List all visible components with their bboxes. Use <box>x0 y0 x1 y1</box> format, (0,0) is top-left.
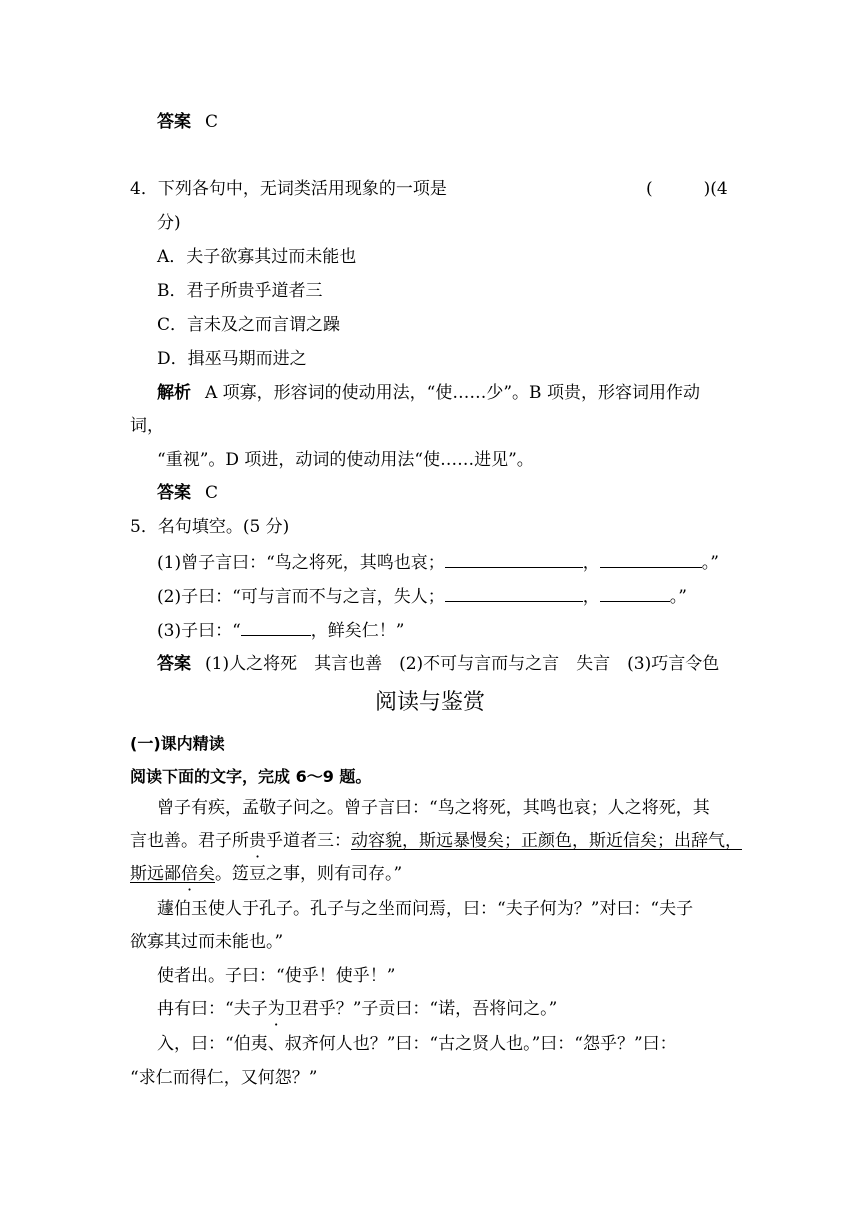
q5-item-1 <box>157 550 719 575</box>
q5-item-3 <box>157 618 404 643</box>
separator: ， <box>582 587 600 607</box>
q4-analysis-line3: “重视”。D 项进，动词的使动用法“使……进见”。 <box>157 450 534 470</box>
q4-answer-line <box>157 481 218 505</box>
separator: ， <box>582 553 600 573</box>
answer-label: 答案 <box>157 112 191 132</box>
underlined-text: 斯远鄙 <box>130 864 181 884</box>
q5-item-2 <box>157 584 687 609</box>
dotted-char: 为 <box>267 999 285 1019</box>
q5-answer-line <box>157 652 719 676</box>
passage-p1-line1: 曾子有疾，孟敬子问之。曾子言曰：“鸟之将死，其鸣也哀；人之将死，其 <box>157 798 710 818</box>
fill-blank-1a[interactable] <box>445 550 583 568</box>
passage-p4 <box>157 997 557 1021</box>
underlined-text: 矣 <box>198 864 215 884</box>
q3-answer-line <box>157 110 218 134</box>
q4-stem-cont: 分) <box>157 213 181 233</box>
passage-p1-line3 <box>130 862 402 886</box>
answer-label: 答案 <box>157 483 191 503</box>
passage-text: 冉有曰：“夫子 <box>157 999 268 1019</box>
analysis-text-1: A 项寡，形容词的使动用法，“使……少”。B 项贵，形容词用作动 <box>205 383 700 403</box>
item-2-text: (2)子曰：“可与言而不与之言，失人； <box>157 587 445 607</box>
q4-analysis-line1 <box>157 381 700 405</box>
item-2-end: 。” <box>669 587 687 607</box>
q4-option-b: B．君子所贵乎道者三 <box>157 281 323 301</box>
dotted-char: 倍 <box>181 864 198 884</box>
passage-text: 卫君乎？”子贡曰：“诺，吾将问之。” <box>284 999 558 1019</box>
q4-analysis-line2: 词， <box>130 416 164 436</box>
item-3-text: (3)子曰：“ <box>157 621 241 641</box>
fill-blank-3[interactable] <box>241 618 311 636</box>
passage-p1-line2 <box>130 829 742 853</box>
q4-option-d: D．揖巫马期而进之 <box>157 349 307 369</box>
dotted-char: 贵 <box>249 831 266 851</box>
subsection-title: (一)课内精读 <box>130 734 225 753</box>
answer-label: 答案 <box>157 654 191 674</box>
passage-text: 言也善。君子所 <box>130 831 249 851</box>
q4-option-c: C．言未及之而言谓之躁 <box>157 315 341 335</box>
passage-p5-line1: 入，曰：“伯夷、叔齐何人也？”曰：“古之贤人也。”曰：“怨乎？”曰： <box>157 1034 677 1054</box>
reading-instruction: 阅读下面的文字，完成 6～9 题。 <box>130 767 372 786</box>
passage-text: 。笾豆之事，则有司存。” <box>215 864 403 884</box>
underlined-text: 动容貌，斯远暴慢矣；正颜色，斯近信矣；出辞气， <box>351 831 742 851</box>
q5-stem: 5．名句填空。(5 分) <box>130 517 290 537</box>
section-title: 阅读与鉴赏 <box>374 690 485 715</box>
passage-p2-line2: 欲寡其过而未能也。” <box>130 932 284 952</box>
fill-blank-2a[interactable] <box>445 584 583 602</box>
q4-answer-paren: ( )(4 <box>646 179 728 199</box>
q4-stem: 4．下列各句中，无词类活用现象的一项是 <box>130 179 447 199</box>
item-3-end: ，鲜矣仁！” <box>310 621 405 641</box>
answer-value: C <box>205 483 219 503</box>
q4-option-a: A．夫子欲寡其过而未能也 <box>157 247 357 267</box>
answer-value: C <box>205 112 219 132</box>
item-1-end: 。” <box>701 553 719 573</box>
fill-blank-1b[interactable] <box>600 550 702 568</box>
answer-value: (1)人之将死 其言也善 (2)不可与言而与之言 失言 (3)巧言令色 <box>205 654 720 674</box>
passage-p5-line2: “求仁而得仁，又何怨？” <box>130 1068 318 1088</box>
passage-p3: 使者出。子曰：“使乎！使乎！” <box>157 966 396 986</box>
passage-text: 乎道者三： <box>266 831 351 851</box>
item-1-text: (1)曾子言曰：“鸟之将死，其鸣也哀； <box>157 553 445 573</box>
analysis-label: 解析 <box>157 383 191 403</box>
passage-p2-line1: 蘧伯玉使人于孔子。孔子与之坐而问焉，曰：“夫子何为？”对曰：“夫子 <box>157 899 694 919</box>
fill-blank-2b[interactable] <box>600 584 670 602</box>
